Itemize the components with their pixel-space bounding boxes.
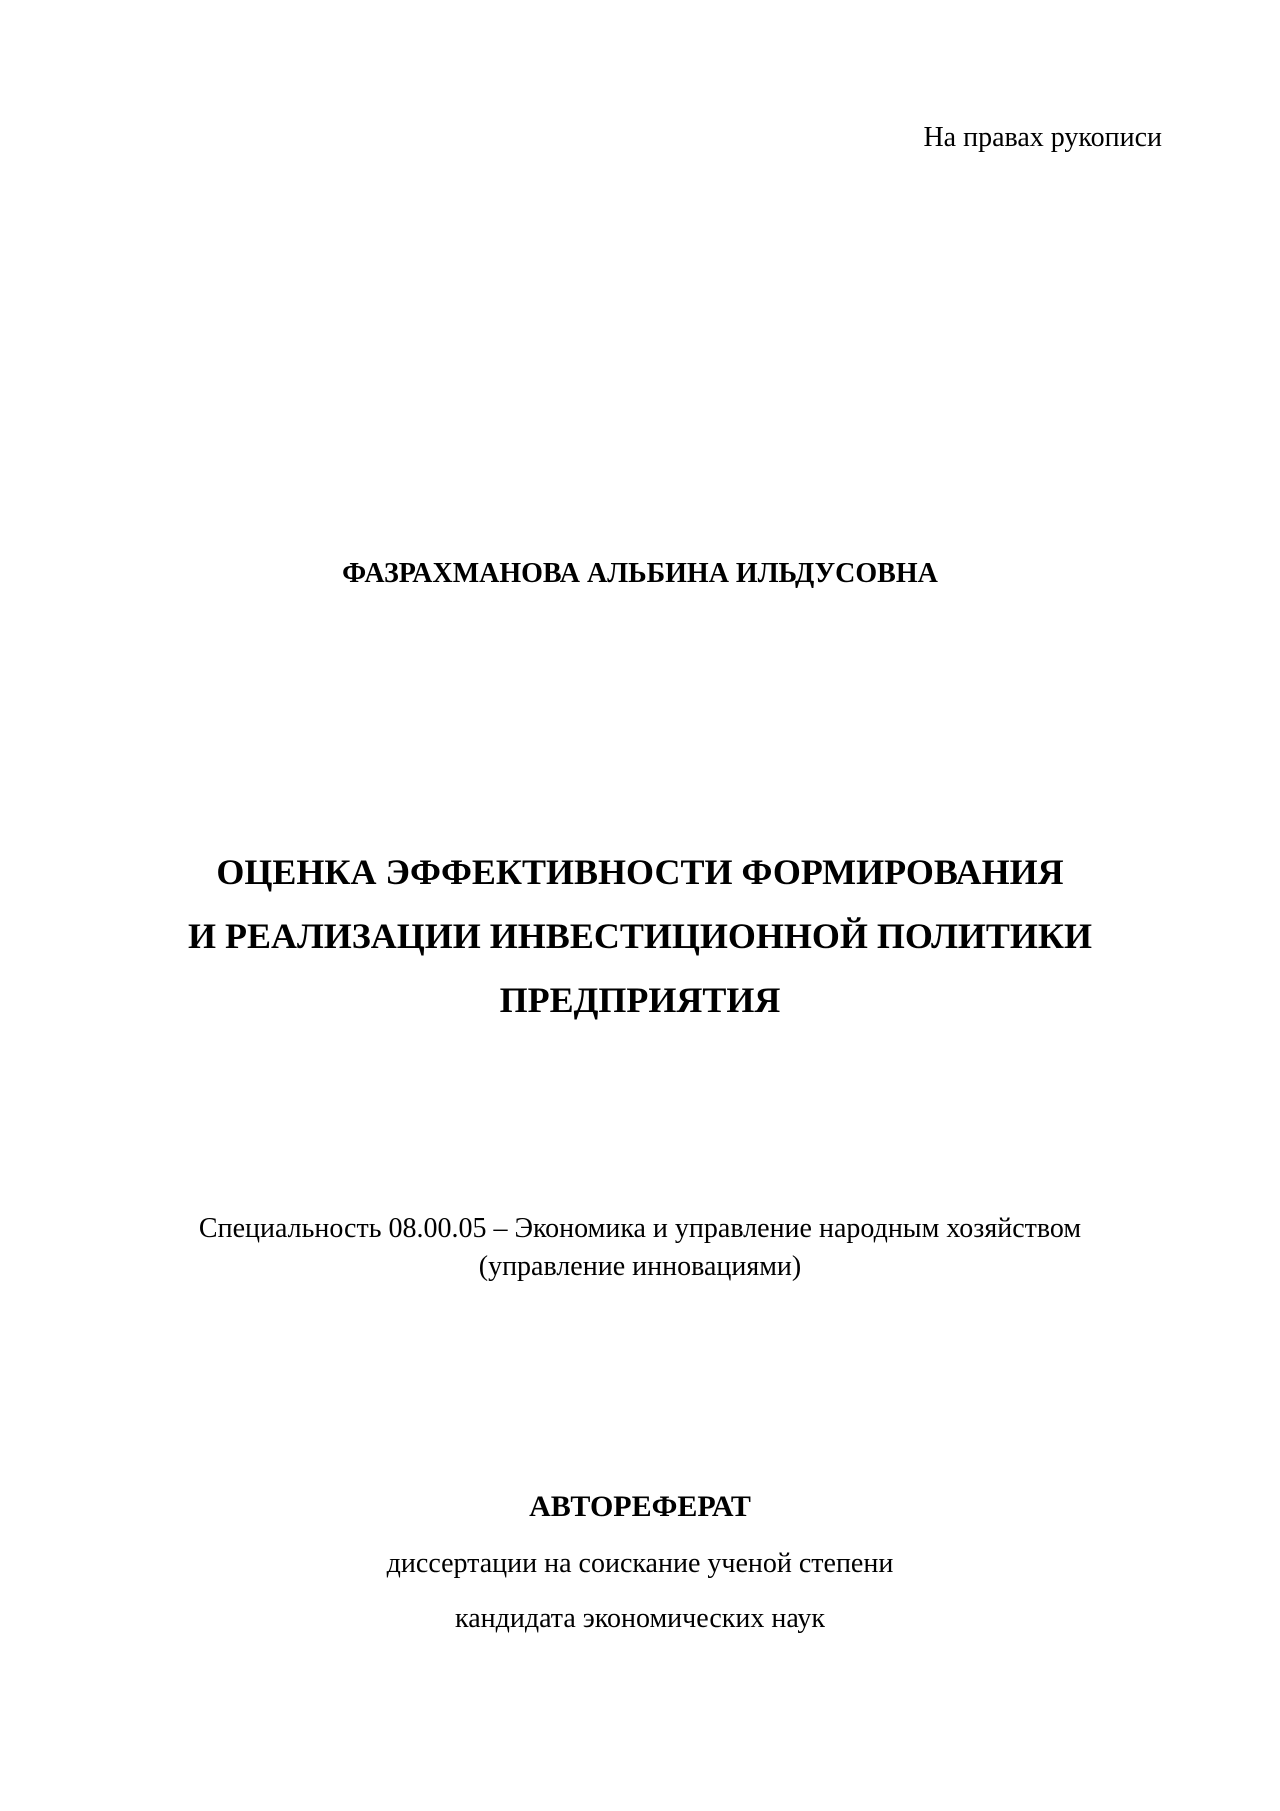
manuscript-note: На правах рукописи <box>923 122 1162 153</box>
specialty-line-1: Специальность 08.00.05 – Экономика и управление народным хозяйством <box>198 1213 1082 1244</box>
degree-line-2: кандидата экономических наук <box>455 1603 825 1634</box>
author-name: ФАЗРАХМАНОВА АЛЬБИНА ИЛЬДУСОВНА <box>342 558 938 589</box>
abstract-label: АВТОРЕФЕРАТ <box>529 1490 751 1523</box>
title-line-2: И РЕАЛИЗАЦИИ ИНВЕСТИЦИОННОЙ ПОЛИТИКИ <box>187 916 1093 956</box>
title-line-1: ОЦЕНКА ЭФФЕКТИВНОСТИ ФОРМИРОВАНИЯ <box>216 852 1064 892</box>
degree-line-1: диссертации на соискание ученой степени <box>386 1548 894 1579</box>
title-line-3: ПРЕДПРИЯТИЯ <box>499 980 781 1020</box>
specialty-line-2: (управление инновациями) <box>478 1251 802 1282</box>
